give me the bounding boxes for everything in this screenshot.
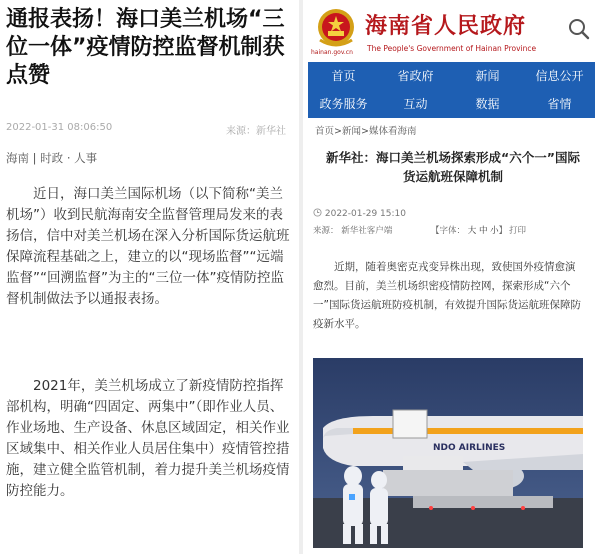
nav-item-info-disclosure[interactable]: 信息公开 [535, 69, 584, 83]
font-size-control: 【字体： 大 中 小】 [431, 226, 508, 236]
airport-cargo-photo [313, 358, 583, 548]
breadcrumb: 首页>新闻>媒体看海南 [315, 126, 417, 137]
nav-item-interaction[interactable]: 互动 [403, 97, 428, 111]
nav-item-home[interactable]: 首页 [331, 69, 356, 83]
article-paragraph-1: 近日，海口美兰国际机场（以下简称“美兰机场”）收到民航海南安全监督管理局发来的表扬信，信中对美兰机场在深入分析国际货运航班保障流程基础之上，建立的以“现场监督”“远端监督”“回溯监督”为主的“三位一体”疫情防控监督机制做法予以通报表扬。 [6, 186, 290, 307]
article-paragraph-2: 2021年，美兰机场成立了新疫情防控指挥部机构，明确“四固定、两集中”（即作业人员、作业场地、生产设备、休息区域固定，相关作业区域集中、相关作业人员居住集中）疫情管控措施，建立健全监管机制，着力提升美兰机场疫情防控能力。 [6, 378, 290, 499]
right-portal-panel [303, 0, 600, 554]
portal-header [303, 0, 600, 62]
nav-item-province-info[interactable]: 省情 [547, 97, 572, 111]
article-meta [6, 122, 292, 137]
article-title: 通报表扬！海口美兰机场“三位一体”疫情防控监督机制获点赞 [6, 7, 285, 88]
main-nav [308, 62, 595, 118]
portal-article-title-line2: 货运航班保障机制 [402, 169, 503, 184]
site-name[interactable]: 海南省人民政府 [365, 13, 527, 39]
font-size-medium[interactable]: 中 [478, 226, 488, 236]
breadcrumb-media[interactable]: 媒体看海南 [368, 126, 417, 137]
nav-item-data[interactable]: 数据 [475, 97, 500, 111]
portal-article-title-line1: 新华社：海口美兰机场探索形成“六个一”国际 [326, 150, 580, 165]
nav-item-government[interactable]: 省政府 [397, 69, 434, 83]
search-icon[interactable] [566, 16, 592, 42]
portal-article-title [313, 148, 593, 186]
portal-article-date: 2022-01-29 15:10 [313, 208, 406, 219]
article-date: 2022-01-31 08:06:50 [6, 122, 113, 133]
nav-item-news[interactable]: 新闻 [475, 69, 500, 83]
font-size-small[interactable]: 小 [490, 226, 499, 236]
site-name-english: The People's Government of Hainan Province [367, 44, 537, 53]
article-channel[interactable]: 海南 | 时政 · 人事 [6, 151, 98, 165]
site-url: hainan.gov.cn [311, 49, 353, 56]
fuselage-text: NDO AIRLINES [433, 443, 506, 453]
left-article-panel [0, 0, 298, 554]
nav-item-services[interactable]: 政务服务 [319, 97, 368, 111]
clock-icon [313, 208, 322, 217]
print-button[interactable]: 打印 [509, 226, 527, 236]
font-size-large[interactable]: 大 [467, 226, 477, 236]
article-source: 来源：新华社 [226, 126, 286, 137]
breadcrumb-news[interactable]: 新闻 [341, 126, 361, 137]
breadcrumb-home[interactable]: 首页 [315, 126, 335, 137]
portal-article-body: 近期，随着奥密克戎变异株出现，致使国外疫情愈演愈烈。目前，美兰机场织密疫情防控网，探索形成“六个一”国际货运航班防疫机制，有效提升国际货运航班保障防疫新水平。 [313, 261, 581, 330]
portal-article-source: 来源： 新华社客户端 [313, 226, 393, 236]
